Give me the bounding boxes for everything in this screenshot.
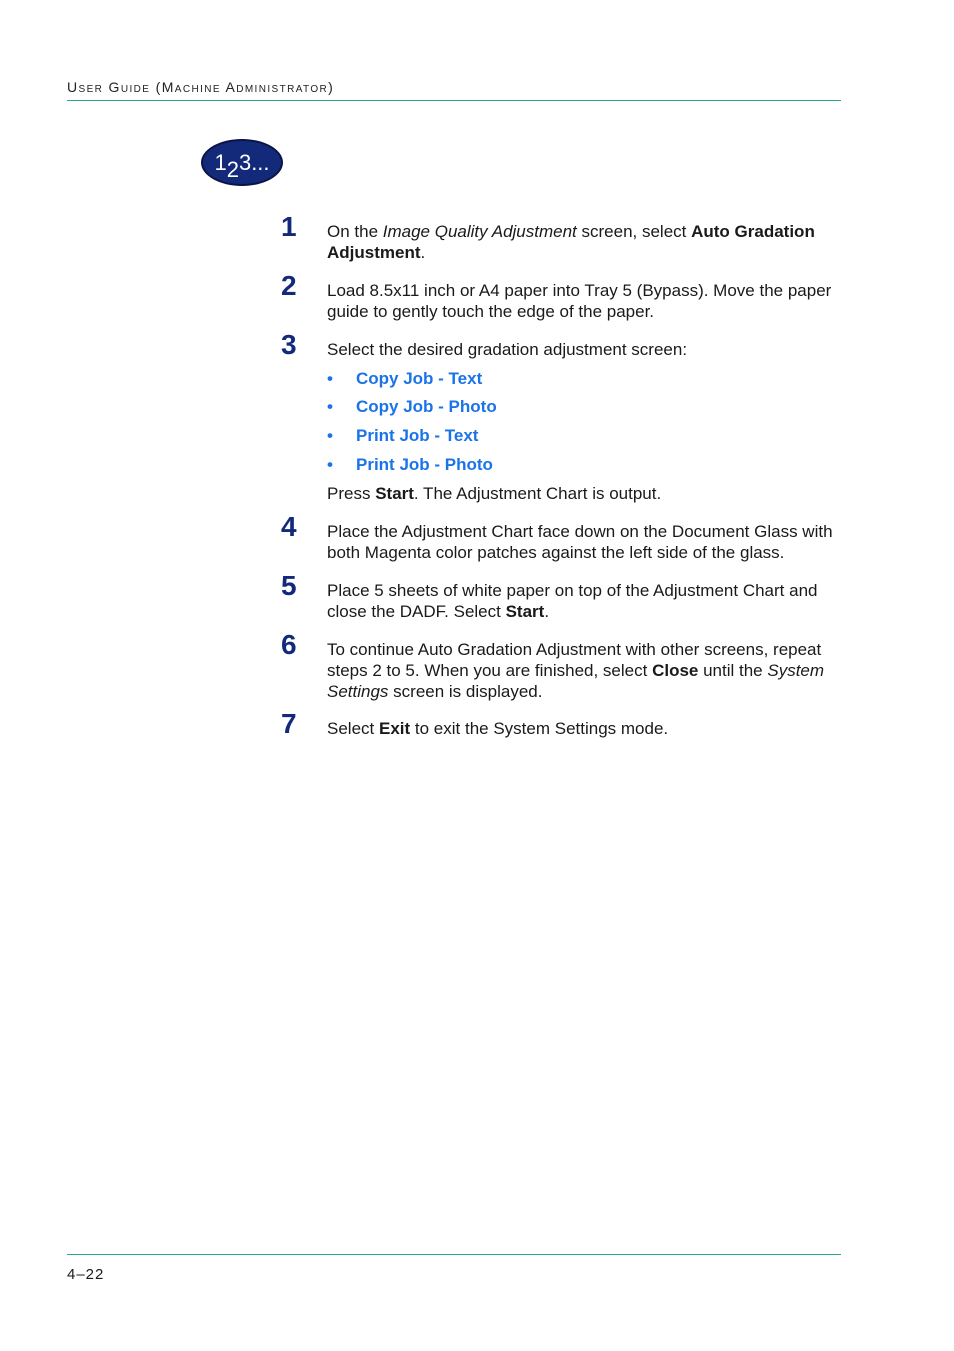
step-number-5: 5: [281, 570, 297, 601]
steps-icon: [201, 139, 283, 186]
option-copy-job-photo[interactable]: • Copy Job - Photo: [327, 397, 497, 416]
step-text-4: Place the Adjustment Chart face down on the Document Glass with both Magenta color patches against the left side of the glass.: [327, 522, 833, 562]
step-number-3: 3: [281, 329, 297, 360]
step-text-7: Select Exit to exit the System Settings mode.: [327, 719, 669, 738]
page-number: 4–22: [67, 1266, 105, 1283]
option-print-job-text[interactable]: • Print Job - Text: [327, 426, 479, 445]
badge-digit-3: 3...: [238, 149, 270, 175]
option-print-job-photo[interactable]: • Print Job - Photo: [327, 455, 493, 474]
badge-digit-2: 2: [226, 156, 239, 182]
press-start-text: Press Start. The Adjustment Chart is output.: [327, 484, 662, 503]
step-number-2: 2: [281, 270, 297, 301]
step-text-6: To continue Auto Gradation Adjustment with other screens, repeat steps 2 to 5. When you are finished, select Close until the System Settings screen is displayed.: [327, 640, 825, 701]
badge-digit-1: 1: [214, 149, 227, 175]
header-rule: [67, 100, 841, 101]
running-header: User Guide (Machine Administrator): [67, 79, 335, 95]
step-number-7: 7: [281, 708, 297, 739]
step-number-6: 6: [281, 629, 297, 660]
step-text-3: Select the desired gradation adjustment screen:: [327, 340, 688, 359]
step-text-5: Place 5 sheets of white paper on top of the Adjustment Chart and close the DADF. Select Start.: [327, 581, 818, 621]
step-number-1: 1: [281, 211, 297, 242]
step-text-2: Load 8.5x11 inch or A4 paper into Tray 5 (Bypass). Move the paper guide to gently touch the edge of the paper.: [327, 281, 832, 321]
step-number-4: 4: [281, 511, 297, 542]
footer-rule: [67, 1254, 841, 1255]
option-copy-job-text[interactable]: • Copy Job - Text: [327, 369, 483, 388]
step-text-1: On the Image Quality Adjustment screen, select Auto Gradation Adjustment.: [327, 222, 815, 262]
